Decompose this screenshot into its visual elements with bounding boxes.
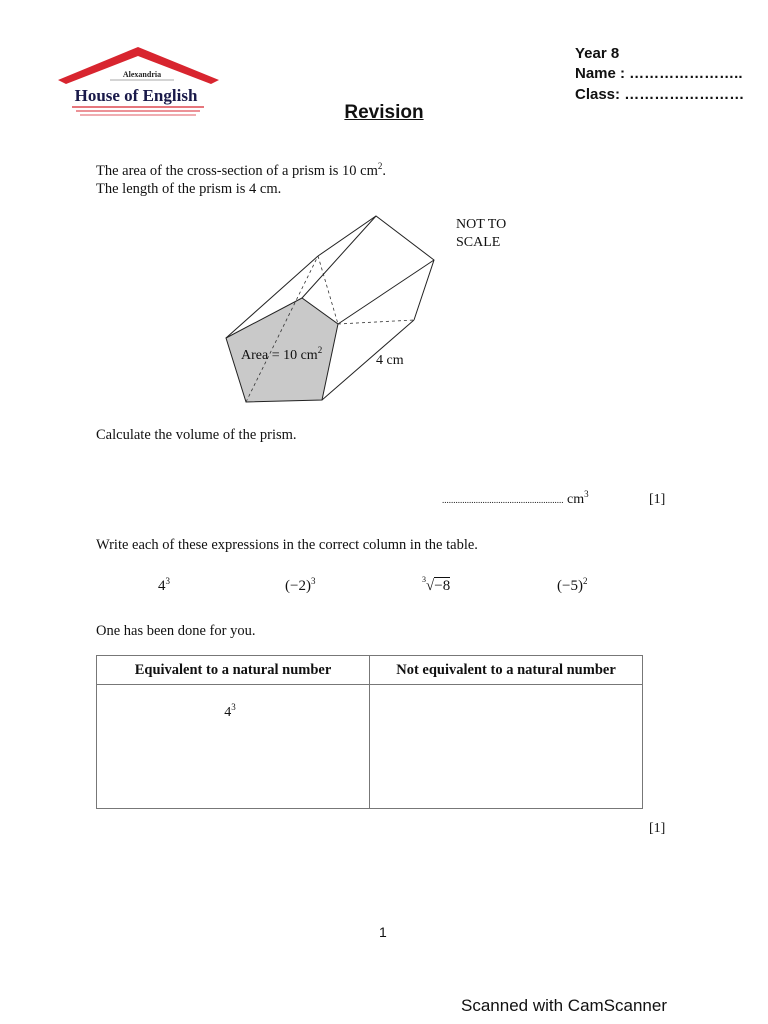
not-to-scale-note: NOT TO SCALE (456, 217, 507, 250)
expression-cube-root-neg8: $^3$√−8 (422, 575, 451, 594)
q1-statement-line2: The length of the prism is 4 cm. (96, 181, 282, 197)
camscanner-footer: Scanned with CamScanner (461, 996, 668, 1015)
table-cell-not-natural[interactable] (370, 685, 643, 809)
class-field: Class: …………………… (575, 86, 745, 103)
page-number: 1 (379, 924, 387, 940)
q1-answer-line: ...................................................... $cm^3$ (442, 489, 589, 507)
table-header-not-natural: Not equivalent to a natural number (370, 656, 643, 685)
expression-4-cubed: $4^3$ (158, 576, 170, 594)
year-label: Year 8 (575, 45, 620, 62)
length-label: 4 cm (376, 353, 404, 368)
logo-top-text: Alexandria (122, 70, 162, 79)
table-header-natural: Equivalent to a natural number (97, 656, 370, 685)
q1-statement-line1: The area of the cross-section of a prism is 10 $cm^2$. (96, 161, 386, 179)
q2-marks: [1] (649, 821, 666, 836)
classification-table (96, 655, 643, 809)
table-cell-natural[interactable] (97, 685, 370, 809)
q1-instruction: Calculate the volume of the prism. (96, 427, 297, 443)
q1-marks: [1] (649, 492, 666, 507)
area-label: Area = 10 $cm^2$ (241, 345, 323, 363)
expression-neg5-squared: $(-5)^2$ (557, 576, 588, 594)
name-field: Name : ………………….. (575, 65, 743, 82)
pentagonal-prism-diagram (222, 212, 448, 408)
q2-instruction: Write each of these expressions in the correct column in the table. (96, 537, 478, 553)
table-filled-answer: $4^3$ (224, 702, 236, 720)
logo-main-text: House of English (74, 86, 198, 105)
page-title: Revision (344, 102, 424, 123)
expression-neg2-cubed: $(-2)^3$ (285, 576, 316, 594)
q2-note: One has been done for you. (96, 623, 256, 639)
